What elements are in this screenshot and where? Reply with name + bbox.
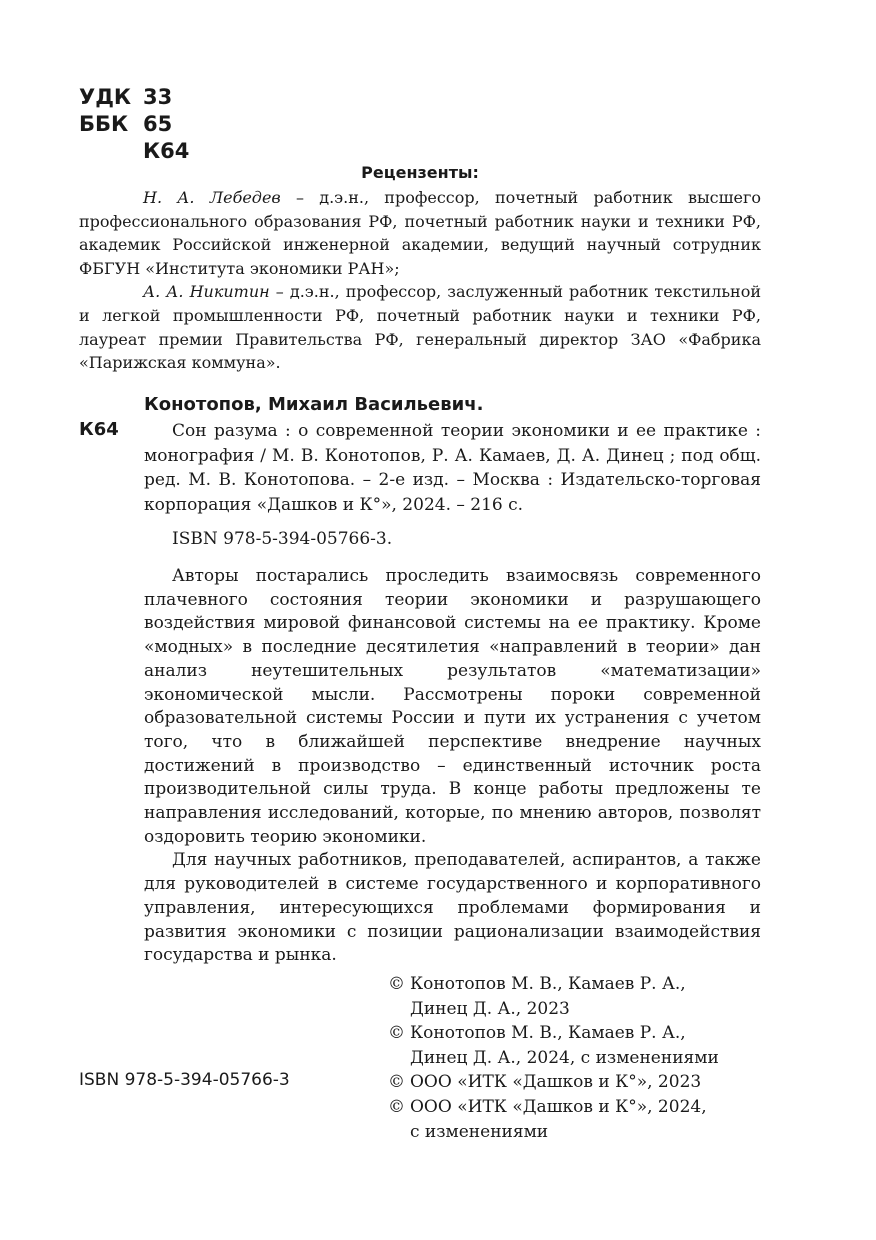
copyright-symbol: © [388, 1096, 405, 1117]
bbk-row [79, 111, 189, 138]
reviewers-list [79, 186, 761, 375]
author-heading: Конотопов, Михаил Васильевич. [144, 394, 484, 415]
abstract-paragraph: Авторы постарались проследить взаимосвязь современного плачевного состояния теории экономики и разрушающего воздействия мировой финансовой системы на ее практику. Кроме «модных» в последние десятилетия «направлений в теории» дан анализ неутешительных результатов «математизации» экономической мысли. Рассмотрены пороки современной образовательной системы России и пути их устранения с учетом того, что в ближайшей перспективе внедрение научных достижений в производство – единственный источник роста производительной силы труда. В конце работы предложены те направления исследований, которые, по мнению авторов, позволят оздоровить теорию экономики. [144, 566, 761, 847]
record-code: К64 [79, 419, 119, 440]
bibliographic-description: Сон разума : о современной теории экономики и ее практике : монография / М. В. Конотопов, Р. А. Камаев, Д. А. Динец ; под общ. ред. М. В. Конотопова. – 2-е изд. – Москва : Издательско-торговая корпорация «Дашков и К°», 2024. – 216 с. [144, 421, 761, 515]
bbk-label: ББК [79, 112, 129, 136]
udk-value: 33 [143, 85, 173, 109]
reviewer-entry [79, 186, 761, 280]
reviewer-name: А. А. Никитин [143, 282, 270, 302]
copyright-line: Динец Д. А., 2024, с изменениями [410, 1047, 719, 1068]
copyright-line: Динец Д. А., 2023 [410, 998, 570, 1019]
copyright-list [388, 972, 719, 1144]
author-sign-label [79, 138, 143, 165]
reviewer-name: Н. А. Лебедев [143, 188, 281, 207]
classification-codes [79, 84, 189, 165]
reviewer-credentials: – д.э.н., профессор, почетный работник высшего профессионального образования РФ, почетный работник науки и техники РФ, академик Российской инженерной академии, ведущий научный сотрудник ФБГУН «Института экономики РАН»; [79, 188, 761, 278]
author-sign-row [79, 138, 189, 165]
copyright-line: ООО «ИТК «Дашков и К°», 2024, [410, 1096, 707, 1117]
copyright-symbol: © [388, 974, 405, 994]
abstract [144, 565, 761, 968]
isbn-bottom: ISBN 978-5-394-05766-3 [79, 1070, 290, 1090]
copyright-entry [388, 972, 719, 1021]
copyright-entry [388, 1070, 719, 1095]
record-isbn: ISBN 978-5-394-05766-3. [172, 529, 393, 549]
copyright-entry [388, 1021, 719, 1070]
reviewers-title: Рецензенты: [361, 163, 479, 182]
reviewer-credentials: – д.э.н., профессор, заслуженный работник текстильной и легкой промышленности РФ, почетный работник науки и техники РФ, лауреат премии Правительства РФ, генеральный директор ЗАО «Фабрика «Парижская коммуна». [79, 282, 761, 373]
abstract-audience: Для научных работников, преподавателей, аспирантов, а также для руководителей в системе государственного и корпоративного управления, интересующихся проблемами формирования и развития экономики с позиции рационализации взаимодействия государства и рынка. [144, 850, 761, 966]
udk-label: УДК [79, 85, 132, 109]
copyright-symbol: © [388, 1023, 405, 1044]
copyright-line: Конотопов М. В., Камаев Р. А., [410, 1023, 686, 1044]
reviewer-entry [79, 280, 761, 374]
copyright-line: с изменениями [410, 1121, 549, 1142]
copyright-entry [388, 1095, 719, 1144]
copyright-line: Конотопов М. В., Камаев Р. А., [410, 974, 686, 994]
bbk-value: 65 [143, 112, 173, 136]
author-sign-value: К64 [143, 139, 190, 163]
copyright-line: ООО «ИТК «Дашков и К°», 2023 [410, 1072, 702, 1093]
udk-row [79, 84, 189, 111]
copyright-symbol: © [388, 1072, 405, 1093]
